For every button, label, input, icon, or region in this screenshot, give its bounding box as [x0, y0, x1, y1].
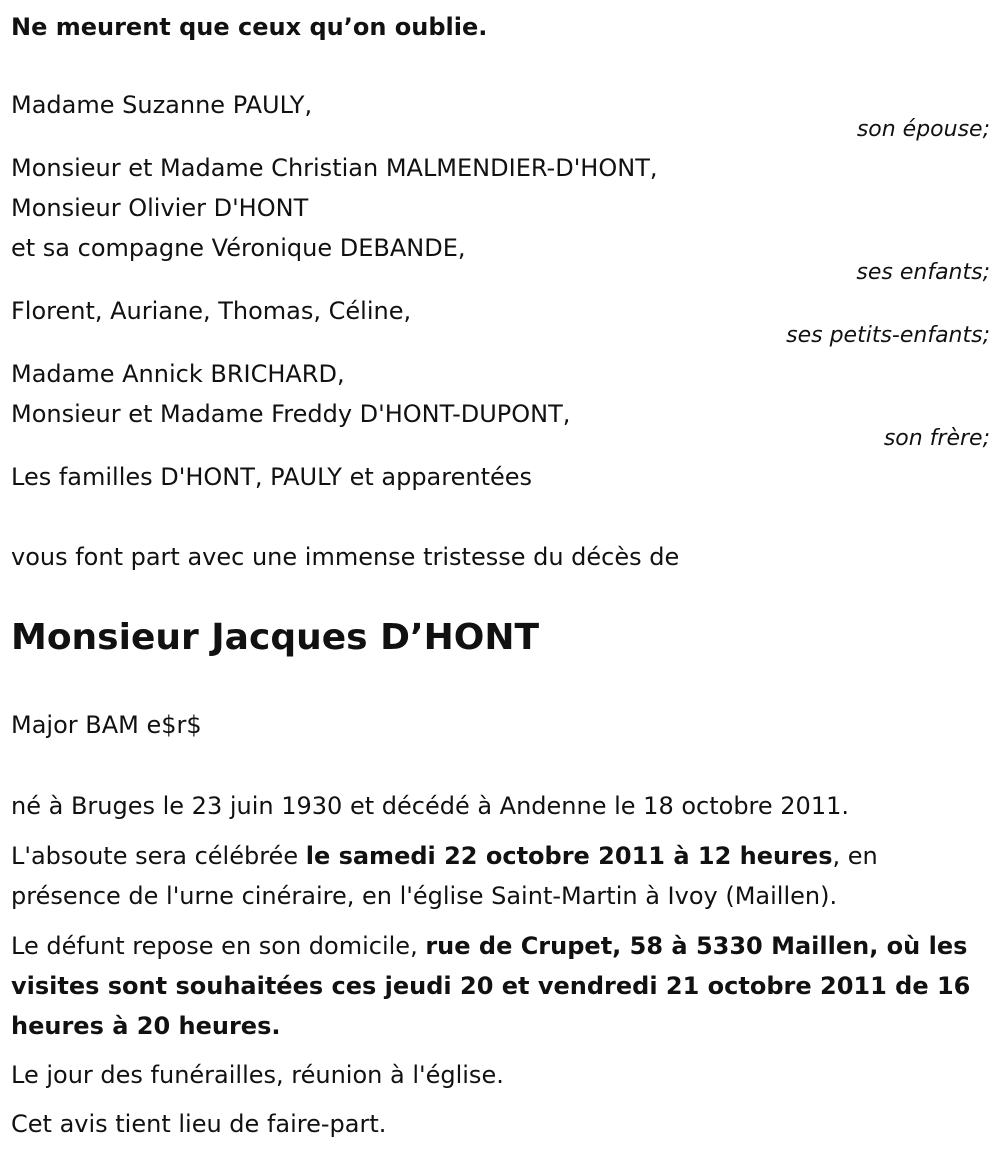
siblings-role: son frère;	[883, 426, 990, 451]
spouse-role: son épouse;	[856, 117, 990, 142]
children-role: ses enfants;	[856, 260, 990, 285]
families-line: Les familles D'HONT, PAULY et apparentées	[11, 463, 533, 491]
children-line-2: Monsieur Olivier D'HONT	[11, 194, 309, 222]
grandchildren-line: Florent, Auriane, Thomas, Céline,	[11, 297, 412, 325]
absoute-text: L'absoute sera célébrée	[11, 842, 306, 870]
children-line-3: et sa compagne Véronique DEBANDE,	[11, 234, 466, 262]
absoute-date: le samedi 22 octobre 2011 à 12 heures	[305, 842, 833, 870]
deceased-title: Major BAM e$r$	[11, 711, 202, 739]
repose-paragraph	[11, 926, 988, 1046]
closing: Cet avis tient lieu de faire-part.	[11, 1110, 387, 1138]
siblings-line-1: Madame Annick BRICHARD,	[11, 360, 345, 388]
repose-address: rue de Crupet, 58 à 5330 Maillen, où les visites sont souhaitées ces jeudi 20 et vendredi 21 octobre 2011 de 16 heures à 20 heures.	[11, 932, 971, 1040]
reunion: Le jour des funérailles, réunion à l'église.	[11, 1061, 504, 1089]
children-line-1: Monsieur et Madame Christian MALMENDIER-D'HONT,	[11, 154, 658, 182]
motto: Ne meurent que ceux qu’on oublie.	[11, 13, 488, 41]
repose-text: Le défunt repose en son domicile,	[11, 932, 426, 960]
absoute-location: , en présence de l'urne cinéraire, en l'église Saint-Martin à Ivoy (Maillen).	[11, 842, 878, 910]
spouse-line: Madame Suzanne PAULY,	[11, 91, 313, 119]
deceased-name: Monsieur Jacques D’HONT	[11, 617, 540, 658]
birth-death: né à Bruges le 23 juin 1930 et décédé à Andenne le 18 octobre 2011.	[11, 792, 849, 820]
siblings-line-2: Monsieur et Madame Freddy D'HONT-DUPONT,	[11, 400, 571, 428]
grandchildren-role: ses petits-enfants;	[786, 323, 990, 348]
absoute-paragraph	[11, 836, 988, 916]
announcement: vous font part avec une immense tristesse du décès de	[11, 543, 680, 571]
